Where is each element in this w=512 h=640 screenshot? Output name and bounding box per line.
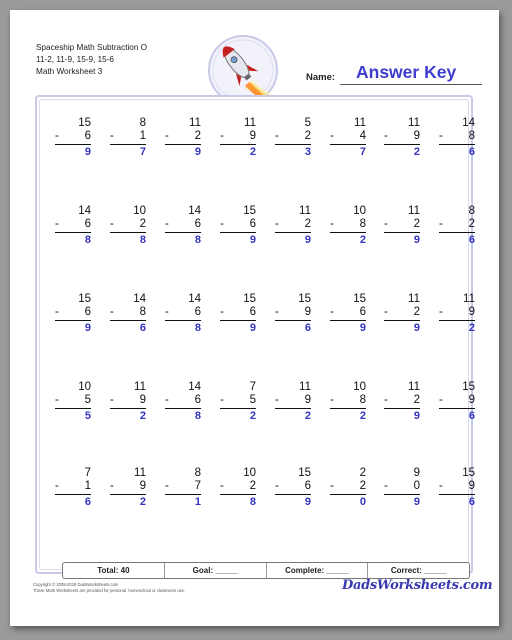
answer: 2 (468, 322, 475, 334)
subtrahend: 2 (139, 218, 146, 230)
answer: 2 (413, 146, 420, 158)
subtrahend-row (326, 306, 366, 319)
subtrahend: 2 (413, 306, 420, 318)
minuend: 10 (133, 205, 146, 217)
subtrahend-row (380, 306, 420, 319)
subtrahend-row (106, 480, 146, 493)
name-label: Name: (306, 72, 336, 83)
subtrahend-row (326, 130, 366, 143)
problem (51, 381, 91, 423)
subtrahend: 6 (304, 480, 311, 492)
problem (380, 205, 420, 247)
minus-sign: - (330, 306, 334, 318)
name-field (306, 62, 486, 84)
brand-logo: DadsWorksheets.com (342, 578, 493, 593)
answer-line (275, 232, 311, 233)
minuend: 7 (84, 467, 91, 479)
minuend: 11 (299, 205, 311, 217)
subtrahend-row (380, 480, 420, 493)
answer: 2 (304, 410, 311, 422)
answer: 8 (139, 234, 146, 246)
subtrahend: 2 (413, 394, 420, 406)
minus-sign: - (55, 480, 59, 492)
problem (106, 117, 146, 159)
answer: 1 (194, 496, 201, 508)
answer-line (220, 144, 256, 145)
worksheet-page (10, 10, 499, 626)
answer-line (439, 494, 475, 495)
problem (326, 293, 366, 335)
minus-sign: - (110, 480, 114, 492)
minus-sign: - (55, 218, 59, 230)
subtrahend: 9 (249, 130, 256, 142)
answer-line (55, 408, 91, 409)
subtrahend: 1 (139, 130, 146, 142)
subtrahend-row (106, 306, 146, 319)
minuend: 2 (359, 467, 366, 479)
answer-line (165, 494, 201, 495)
subtrahend-row (271, 480, 311, 493)
minus-sign: - (275, 394, 279, 406)
subtrahend: 0 (413, 480, 420, 492)
subtrahend: 6 (194, 394, 201, 406)
answer-line (439, 144, 475, 145)
subtrahend: 8 (468, 130, 475, 142)
minuend: 15 (243, 205, 256, 217)
subtrahend-row (106, 130, 146, 143)
minuend: 14 (188, 381, 201, 393)
subtrahend: 2 (359, 480, 366, 492)
minuend: 11 (408, 205, 420, 217)
subtrahend: 9 (468, 306, 475, 318)
problem (216, 117, 256, 159)
minuend: 14 (78, 205, 91, 217)
answer-line (439, 408, 475, 409)
answer: 7 (139, 146, 146, 158)
subtrahend-row (216, 306, 256, 319)
answer: 6 (84, 496, 91, 508)
subtrahend: 2 (468, 218, 475, 230)
answer: 8 (194, 322, 201, 334)
answer: 9 (413, 234, 420, 246)
minuend: 10 (353, 205, 366, 217)
answer-line (439, 232, 475, 233)
answer: 8 (194, 234, 201, 246)
answer: 5 (84, 410, 91, 422)
answer-line (55, 320, 91, 321)
minuend: 11 (408, 381, 420, 393)
answer-line (330, 144, 366, 145)
answer-line (165, 232, 201, 233)
minus-sign: - (165, 480, 169, 492)
subtrahend: 6 (359, 306, 366, 318)
subtrahend-row (435, 394, 475, 407)
minus-sign: - (220, 218, 224, 230)
subtrahend: 6 (84, 130, 91, 142)
answer-line (275, 494, 311, 495)
subtrahend-row (216, 480, 256, 493)
minus-sign: - (330, 130, 334, 142)
answer: 2 (139, 410, 146, 422)
minus-sign: - (110, 130, 114, 142)
answer: 9 (413, 496, 420, 508)
answer: 2 (359, 234, 366, 246)
subtrahend-row (435, 218, 475, 231)
answer: 6 (139, 322, 146, 334)
minus-sign: - (275, 130, 279, 142)
answer-line (330, 232, 366, 233)
name-underline (340, 84, 482, 85)
minus-sign: - (439, 218, 443, 230)
subtrahend: 2 (194, 130, 201, 142)
subtrahend: 6 (249, 306, 256, 318)
minus-sign: - (275, 218, 279, 230)
total-cell: Total: 40 (63, 563, 165, 578)
minuend: 14 (133, 293, 146, 305)
subtrahend: 1 (84, 480, 91, 492)
answer-line (275, 408, 311, 409)
subtrahend: 9 (139, 480, 146, 492)
minus-sign: - (330, 218, 334, 230)
problem (271, 293, 311, 335)
subtrahend: 2 (304, 218, 311, 230)
minuend: 11 (134, 381, 146, 393)
subtrahend-row (326, 394, 366, 407)
problem (216, 467, 256, 509)
subtrahend-row (106, 218, 146, 231)
minus-sign: - (165, 130, 169, 142)
minuend: 11 (408, 293, 420, 305)
answer-line (165, 408, 201, 409)
subtrahend-row (435, 130, 475, 143)
answer: 6 (468, 234, 475, 246)
problem (380, 293, 420, 335)
answer-line (55, 232, 91, 233)
minuend: 10 (78, 381, 91, 393)
answer: 8 (249, 496, 256, 508)
complete-cell: Complete: _____ (267, 563, 369, 578)
problem (161, 381, 201, 423)
subtrahend: 6 (194, 306, 201, 318)
subtrahend: 9 (139, 394, 146, 406)
problem (271, 381, 311, 423)
answer-line (110, 232, 146, 233)
answer: 9 (249, 234, 256, 246)
answer: 2 (139, 496, 146, 508)
minus-sign: - (55, 394, 59, 406)
answer: 6 (468, 410, 475, 422)
problem (216, 293, 256, 335)
subtrahend-row (435, 480, 475, 493)
problem (161, 467, 201, 509)
problems-frame (35, 95, 473, 574)
problem (51, 467, 91, 509)
minuend: 11 (408, 117, 420, 129)
subtrahend: 2 (304, 130, 311, 142)
subtrahend-row (161, 306, 201, 319)
problem (106, 381, 146, 423)
subtrahend-row (271, 218, 311, 231)
subtrahend: 6 (194, 218, 201, 230)
minuend: 15 (243, 293, 256, 305)
minus-sign: - (110, 218, 114, 230)
subtrahend: 9 (468, 480, 475, 492)
answer: 0 (359, 496, 366, 508)
answer-line (384, 320, 420, 321)
answer: 9 (84, 146, 91, 158)
subtrahend-row (216, 394, 256, 407)
answer-line (110, 494, 146, 495)
subtrahend-row (51, 480, 91, 493)
answer-line (384, 408, 420, 409)
minuend: 15 (462, 467, 475, 479)
problem (216, 381, 256, 423)
subtrahend-row (271, 130, 311, 143)
title-line-1: Spaceship Math Subtraction O (36, 43, 148, 52)
subtrahend-row (51, 306, 91, 319)
subtrahend-row (161, 480, 201, 493)
problem (51, 117, 91, 159)
answer: 9 (413, 410, 420, 422)
minuend: 15 (353, 293, 366, 305)
minus-sign: - (220, 394, 224, 406)
minuend: 14 (188, 293, 201, 305)
problem (216, 205, 256, 247)
minuend: 15 (78, 117, 91, 129)
title-line-3: Math Worksheet 3 (36, 67, 103, 76)
answer-line (220, 232, 256, 233)
problem (271, 467, 311, 509)
minus-sign: - (110, 306, 114, 318)
subtrahend-row (380, 394, 420, 407)
subtrahend: 8 (139, 306, 146, 318)
subtrahend: 5 (84, 394, 91, 406)
answer: 6 (468, 496, 475, 508)
minus-sign: - (330, 394, 334, 406)
answer: 3 (304, 146, 311, 158)
problem (435, 205, 475, 247)
subtrahend-row (51, 218, 91, 231)
problem (380, 467, 420, 509)
answer: 2 (249, 146, 256, 158)
title-line-2: 11-2, 11-9, 15-9, 15-6 (36, 55, 114, 64)
subtrahend: 6 (249, 218, 256, 230)
subtrahend: 2 (413, 218, 420, 230)
subtrahend-row (216, 218, 256, 231)
problem (326, 467, 366, 509)
answer-line (220, 494, 256, 495)
problem (435, 381, 475, 423)
answer-line (330, 320, 366, 321)
worksheet-title (36, 42, 147, 78)
subtrahend: 8 (359, 394, 366, 406)
answer-line (220, 408, 256, 409)
subtrahend-row (326, 480, 366, 493)
goal-cell: Goal: _____ (165, 563, 267, 578)
answer-line (55, 494, 91, 495)
problem (51, 293, 91, 335)
answer: 2 (249, 410, 256, 422)
problem (380, 117, 420, 159)
minus-sign: - (165, 218, 169, 230)
subtrahend-row (161, 218, 201, 231)
minus-sign: - (439, 394, 443, 406)
minuend: 8 (139, 117, 146, 129)
copyright-line-1: Copyright © 2008-2018 DadsWorksheets.com (33, 582, 119, 587)
minus-sign: - (55, 306, 59, 318)
problem (161, 293, 201, 335)
answer: 8 (84, 234, 91, 246)
subtrahend-row (161, 394, 201, 407)
minuend: 8 (194, 467, 201, 479)
answer-line (110, 408, 146, 409)
minus-sign: - (384, 306, 388, 318)
answer: 2 (359, 410, 366, 422)
answer-line (330, 494, 366, 495)
minus-sign: - (330, 480, 334, 492)
subtrahend-row (51, 394, 91, 407)
answer-line (275, 144, 311, 145)
minuend: 11 (244, 117, 256, 129)
subtrahend: 6 (84, 306, 91, 318)
answer-key-label: Answer Key (356, 62, 457, 82)
answer: 9 (194, 146, 201, 158)
problem (106, 467, 146, 509)
answer: 9 (304, 496, 311, 508)
answer-line (275, 320, 311, 321)
minus-sign: - (165, 394, 169, 406)
minus-sign: - (275, 480, 279, 492)
minus-sign: - (384, 218, 388, 230)
subtrahend-row (51, 130, 91, 143)
problem (435, 117, 475, 159)
score-footer (62, 562, 470, 579)
subtrahend: 9 (304, 394, 311, 406)
answer: 9 (249, 322, 256, 334)
minuend: 15 (298, 467, 311, 479)
minus-sign: - (439, 130, 443, 142)
minus-sign: - (384, 130, 388, 142)
problem (161, 117, 201, 159)
minuend: 11 (299, 381, 311, 393)
minus-sign: - (220, 130, 224, 142)
minus-sign: - (439, 480, 443, 492)
answer-line (384, 232, 420, 233)
subtrahend-row (106, 394, 146, 407)
subtrahend-row (326, 218, 366, 231)
minus-sign: - (384, 480, 388, 492)
subtrahend: 4 (359, 130, 366, 142)
problem (106, 293, 146, 335)
subtrahend-row (435, 306, 475, 319)
problem (326, 381, 366, 423)
minuend: 11 (134, 467, 146, 479)
answer-line (110, 320, 146, 321)
problem (435, 293, 475, 335)
answer-line (384, 144, 420, 145)
minuend: 11 (354, 117, 366, 129)
subtrahend: 8 (359, 218, 366, 230)
minus-sign: - (220, 480, 224, 492)
subtrahend: 7 (194, 480, 201, 492)
subtrahend-row (380, 130, 420, 143)
subtrahend-row (161, 130, 201, 143)
subtrahend-row (271, 306, 311, 319)
answer-line (165, 320, 201, 321)
problem (161, 205, 201, 247)
minus-sign: - (165, 306, 169, 318)
subtrahend-row (271, 394, 311, 407)
minuend: 8 (468, 205, 475, 217)
subtrahend: 9 (304, 306, 311, 318)
minuend: 15 (78, 293, 91, 305)
answer-line (110, 144, 146, 145)
answer-line (439, 320, 475, 321)
problem (380, 381, 420, 423)
minuend: 10 (353, 381, 366, 393)
subtrahend: 9 (468, 394, 475, 406)
answer-line (220, 320, 256, 321)
problem (271, 117, 311, 159)
copyright (33, 582, 185, 594)
minus-sign: - (110, 394, 114, 406)
problem (271, 205, 311, 247)
minuend: 10 (243, 467, 256, 479)
minuend: 15 (462, 381, 475, 393)
minuend: 9 (413, 467, 420, 479)
problem (326, 117, 366, 159)
problem (51, 205, 91, 247)
subtrahend: 9 (413, 130, 420, 142)
minus-sign: - (55, 130, 59, 142)
answer: 9 (413, 322, 420, 334)
problem (106, 205, 146, 247)
subtrahend-row (216, 130, 256, 143)
minus-sign: - (439, 306, 443, 318)
minuend: 14 (188, 205, 201, 217)
subtrahend-row (380, 218, 420, 231)
answer: 6 (468, 146, 475, 158)
copyright-line-2: These Math Worksheets are provided for personal, homeschool or classroom use. (33, 588, 186, 593)
minuend: 11 (189, 117, 201, 129)
answer: 6 (304, 322, 311, 334)
subtrahend: 5 (249, 394, 256, 406)
answer: 7 (359, 146, 366, 158)
problem (435, 467, 475, 509)
answer-line (384, 494, 420, 495)
minus-sign: - (220, 306, 224, 318)
minuend: 11 (463, 293, 475, 305)
minuend: 15 (298, 293, 311, 305)
answer: 9 (304, 234, 311, 246)
answer-line (330, 408, 366, 409)
minuend: 5 (304, 117, 311, 129)
answer-line (55, 144, 91, 145)
problem (326, 205, 366, 247)
minus-sign: - (384, 394, 388, 406)
answer-line (165, 144, 201, 145)
answer: 9 (359, 322, 366, 334)
minuend: 14 (462, 117, 475, 129)
subtrahend: 2 (249, 480, 256, 492)
subtrahend: 6 (84, 218, 91, 230)
correct-cell: Correct: _____ (390, 566, 447, 575)
minuend: 7 (249, 381, 256, 393)
answer: 8 (194, 410, 201, 422)
minus-sign: - (275, 306, 279, 318)
answer: 9 (84, 322, 91, 334)
